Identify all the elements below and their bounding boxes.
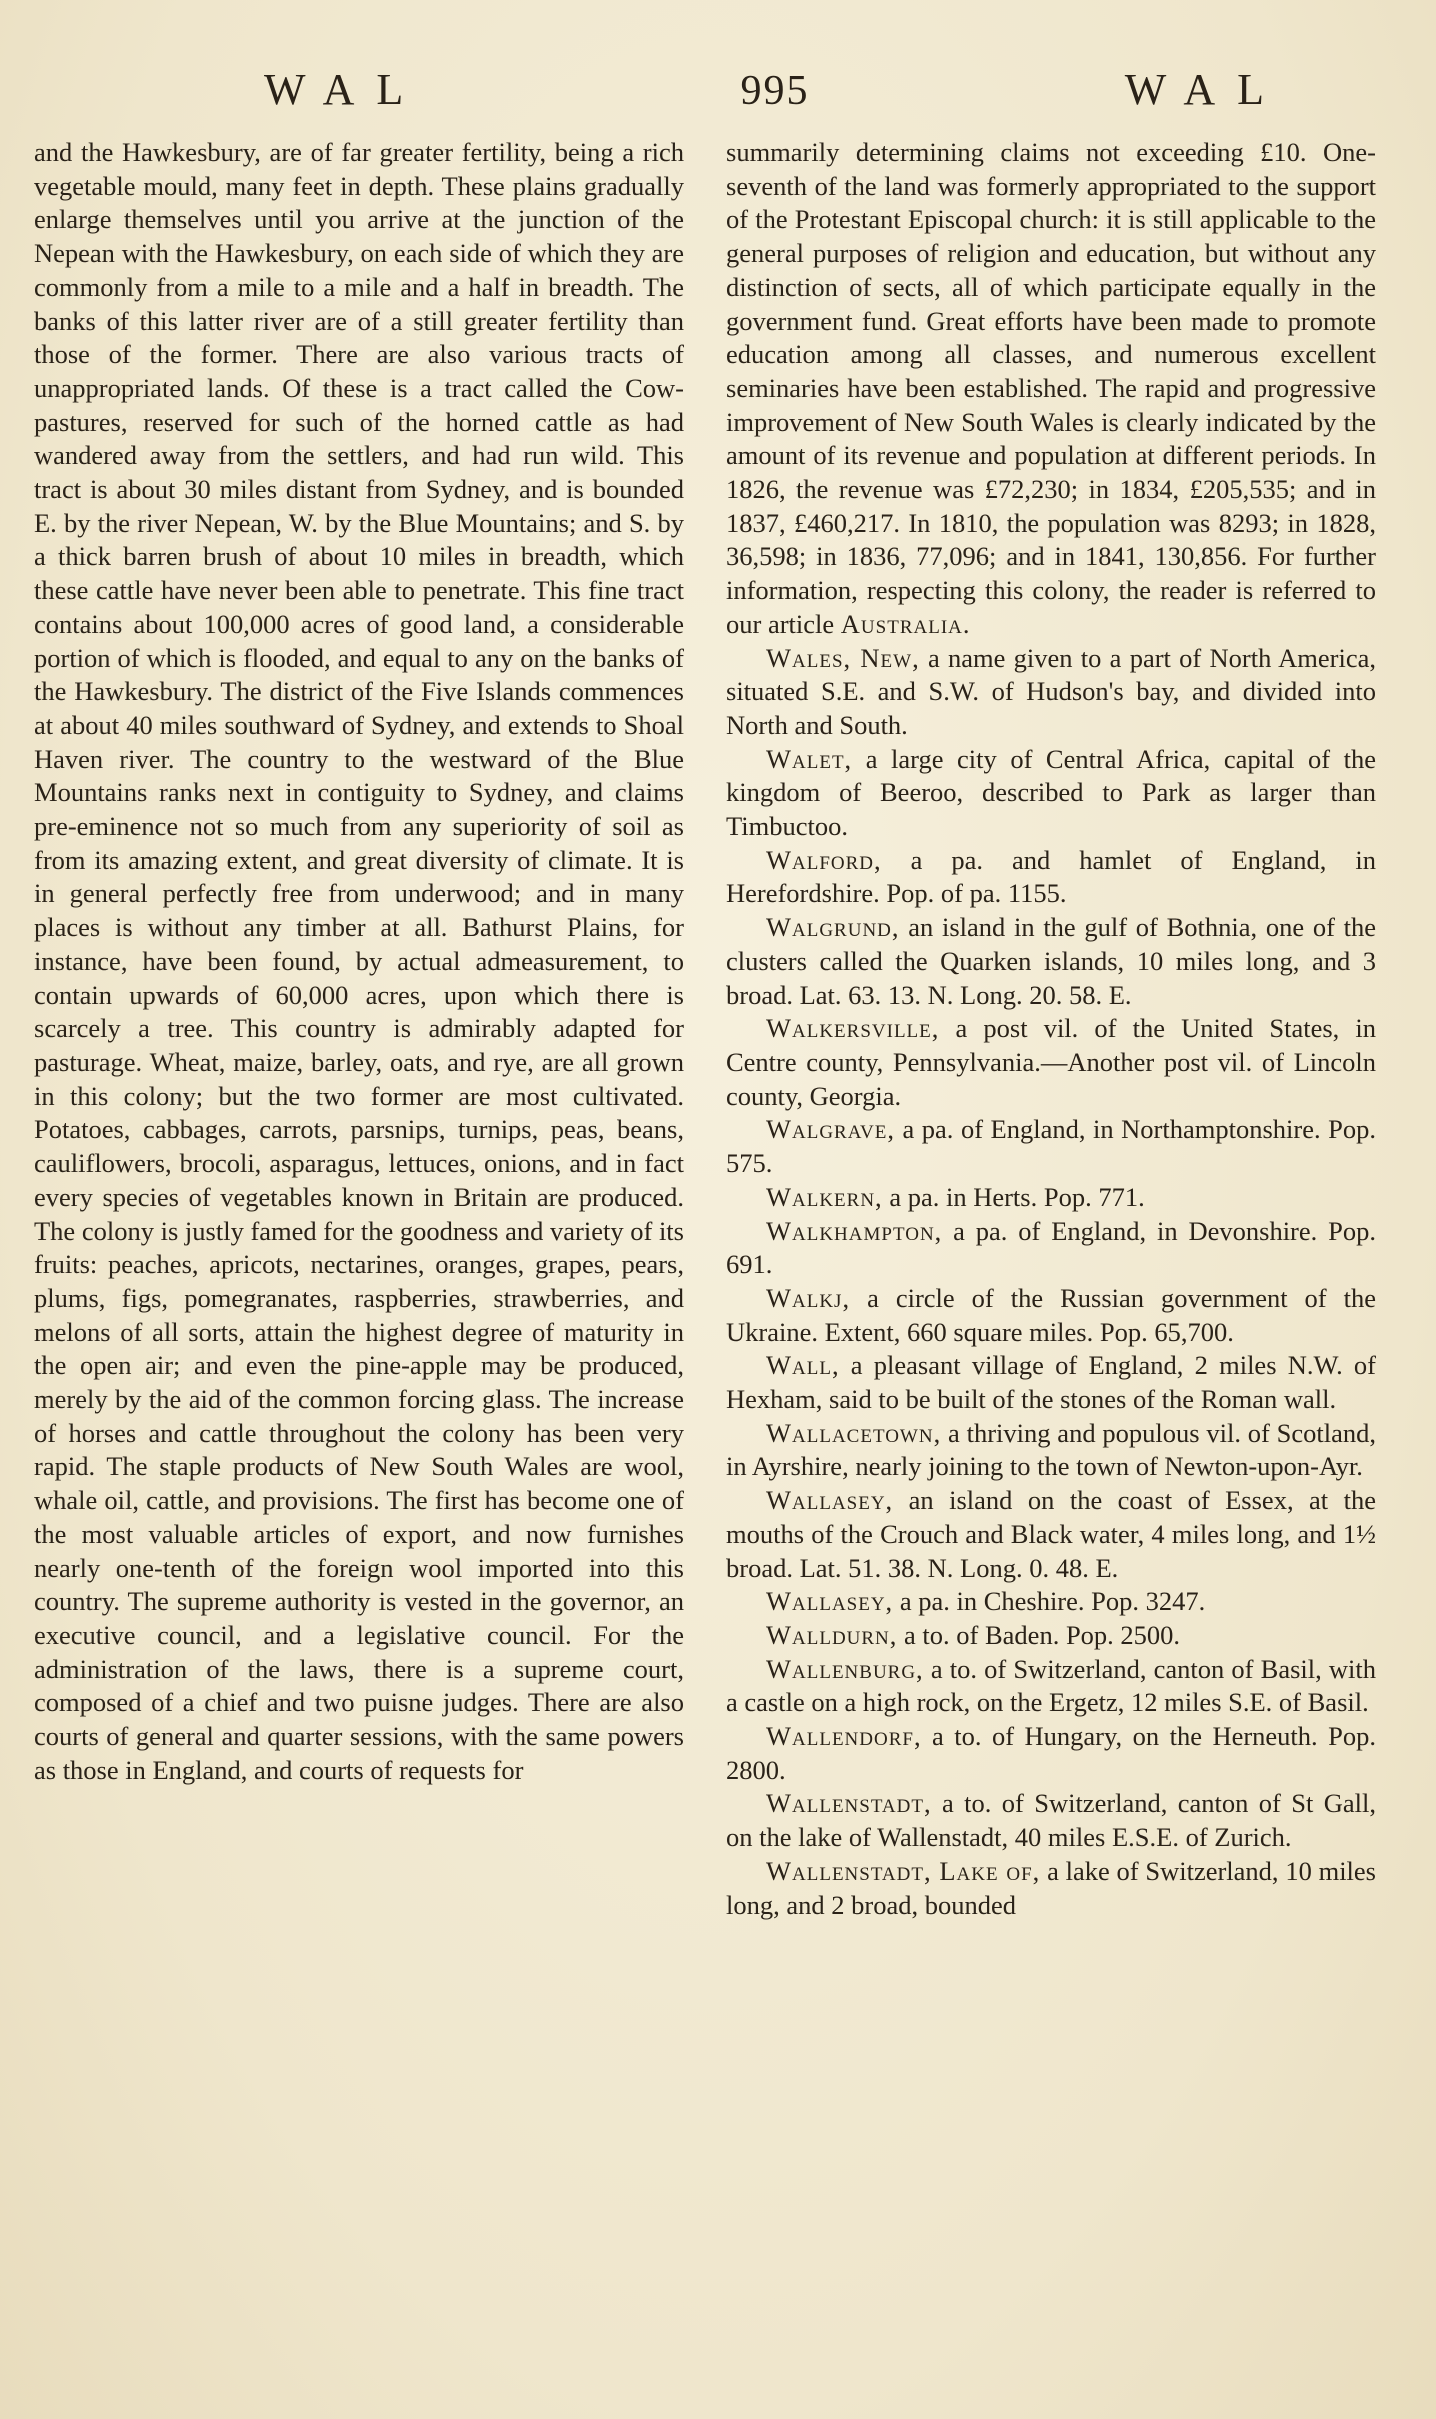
entry-text: a pa. in Cheshire. Pop. 3247. <box>893 1586 1206 1617</box>
entry-text: a pa. of England, in Northamptonshire. Pop. 575. <box>726 1114 1376 1179</box>
entry-text: a name given to a part of North America, situated S.E. and S.W. of Hudson's bay, and divided into North and South. <box>726 642 1376 740</box>
entry-text: a pleasant village of England, 2 miles N.W. of Hexham, said to be built of the stones of the Roman wall. <box>726 1350 1376 1415</box>
gazetteer-entry <box>726 1349 1376 1416</box>
entry-headword: Walkersville, <box>766 1013 940 1044</box>
gazetteer-entry <box>726 1215 1376 1282</box>
entry-headword: Walet, <box>766 743 853 774</box>
gazetteer-entry <box>726 642 1376 743</box>
gazetteer-entry <box>726 1787 1376 1854</box>
gazetteer-entry <box>726 1181 1376 1215</box>
header-right-word: WAL <box>1124 65 1286 114</box>
entry-text: a to. of Baden. Pop. 2500. <box>897 1619 1181 1650</box>
running-header <box>34 64 1376 122</box>
entry-headword: Walgrave, <box>766 1114 895 1145</box>
gazetteer-entry <box>726 743 1376 844</box>
gazetteer-entry <box>726 1855 1376 1922</box>
gazetteer-entry <box>726 1417 1376 1484</box>
gazetteer-entries <box>726 642 1376 1923</box>
left-column <box>34 136 684 1922</box>
entry-headword: Walkhampton, <box>766 1215 943 1246</box>
continuation-paragraph <box>726 136 1376 642</box>
entry-text: a pa. in Herts. Pop. 771. <box>882 1181 1145 1212</box>
entry-headword: Wallendorf, <box>766 1721 922 1752</box>
entry-headword: Wallasey, <box>766 1586 894 1617</box>
gazetteer-entry <box>726 1720 1376 1787</box>
entry-text: a lake of Switzerland, 10 miles long, and 2 broad, bounded <box>726 1855 1376 1920</box>
entry-headword: Wall, <box>766 1350 840 1381</box>
entry-text: a to. of Hungary, on the Herneuth. Pop. 2800. <box>726 1721 1376 1785</box>
entry-headword: Walgrund, <box>766 912 900 943</box>
entry-headword: Wallacetown, <box>766 1417 942 1448</box>
header-left-word: WAL <box>264 65 426 114</box>
entry-headword: Walldurn, <box>766 1619 898 1650</box>
continuation-text: summarily determining claims not exceeding £10. One-seventh of the land was formerly appropriated to the support of the Protestant Episcopal church: it is still applicable to the general purposes of religion and education, but without any distinction of sects, all of which participate equally in the government fund. Great efforts have been made to promote education among all classes, and numerous excellent seminaries have been established. The rapid and progressive improvement of New South Wales is clearly indicated by the amount of its revenue and population at different periods. In 1826, the revenue was £72,230; in 1834, £205,535; and in 1837, £460,217. In 1810, the population was 8293; in 1828, 36,598; in 1836, 77,096; and in 1841, 130,856. For further information, respecting this colony, the reader is referred to our article <box>726 137 1376 639</box>
entry-headword: Wallenstadt, <box>766 1788 932 1819</box>
entry-text: a circle of the Russian government of the Ukraine. Extent, 660 square miles. Pop. 65,700. <box>726 1282 1376 1347</box>
entry-headword: Walkern, <box>766 1181 883 1212</box>
entry-text: a to. of Switzerland, canton of St Gall, on the lake of Wallenstadt, 40 miles E.S.E. of Zurich. <box>726 1788 1376 1853</box>
entry-headword: Walford, <box>766 844 882 875</box>
entry-text: a to. of Switzerland, canton of Basil, with a castle on a high rock, on the Ergetz, 12 miles S.E. of Basil. <box>726 1653 1376 1718</box>
entry-text: a pa. of England, in Devonshire. Pop. 691. <box>726 1215 1376 1280</box>
entry-headword: Wallenburg, <box>766 1653 924 1684</box>
gazetteer-entry <box>726 1113 1376 1180</box>
text-columns <box>34 136 1376 1922</box>
gazetteer-entry <box>726 1282 1376 1349</box>
gazetteer-entry <box>726 1585 1376 1619</box>
gazetteer-entry <box>726 1619 1376 1653</box>
entry-headword: Wales, New, <box>766 642 920 673</box>
entry-text: an island in the gulf of Bothnia, one of the clusters called the Quarken islands, 10 miles long, and 3 broad. Lat. 63. 13. N. Long. 20. 58. E. <box>726 912 1376 1010</box>
entry-text: a large city of Central Africa, capital of the kingdom of Beeroo, described to Park as larger than Timbuctoo. <box>726 743 1376 842</box>
gazetteer-entry <box>726 844 1376 911</box>
gazetteer-entry <box>726 1653 1376 1720</box>
entry-text: a pa. and hamlet of England, in Herefordshire. Pop. of pa. 1155. <box>726 844 1376 909</box>
entry-text: an island on the coast of Essex, at the mouths of the Crouch and Black water, 4 miles long, and 1½ broad. Lat. 51. 38. N. Long. 0. 48. E. <box>726 1485 1376 1583</box>
entry-headword: Wallenstadt, Lake of, <box>766 1855 1041 1886</box>
gazetteer-entry <box>726 1012 1376 1113</box>
entry-text: a thriving and populous vil. of Scotland, in Ayrshire, nearly joining to the town of Newton-upon-Ayr. <box>726 1417 1376 1482</box>
gazetteer-entry <box>726 1484 1376 1585</box>
entry-headword: Walkj, <box>766 1282 851 1313</box>
gazetteer-entry <box>726 911 1376 1012</box>
page-number: 995 <box>740 68 810 114</box>
entry-text: a post vil. of the United States, in Centre county, Pennsylvania.—Another post vil. of Lincoln county, Georgia. <box>726 1013 1376 1111</box>
entry-headword: Wallasey, <box>766 1485 894 1516</box>
right-column <box>726 136 1376 1922</box>
cross-reference: Australia. <box>840 608 971 639</box>
left-column-text: and the Hawkesbury, are of far greater fertility, being a rich vegetable mould, many feet in depth. These plains gradually enlarge themselves until you arrive at the junction of the Nepean with the Hawkesbury, on each side of which they are commonly from a mile to a mile and a half in breadth. The banks of this latter river are of a still greater fertility than those of the former. There are also various tracts of unappropriated lands. Of these is a tract called the Cowpastures, reserved for such of the horned cattle as had wandered away from the settlers, and had run wild. This tract is about 30 miles distant from Sydney, and is bounded E. by the river Nepean, W. by the Blue Mountains; and S. by a thick barren brush of about 10 miles in breadth, which these cattle have never been able to penetrate. This fine tract contains about 100,000 acres of good land, a considerable portion of which is flooded, and equal to any on the banks of the Hawkesbury. The district of the Five Islands commences at about 40 miles southward of Sydney, and extends to Shoal Haven river. The country to the westward of the Blue Mountains ranks next in contiguity to Sydney, and claims pre-eminence not so much from any superiority of soil as from its amazing extent, and great diversity of climate. It is in general perfectly free from underwood; and in many places is without any timber at all. Bathurst Plains, for instance, have been found, by actual admeasurement, to contain upwards of 60,000 acres, upon which there is scarcely a tree. This country is admirably adapted for pasturage. Wheat, maize, barley, oats, and rye, are all grown in this colony; but the two former are most cultivated. Potatoes, cabbages, carrots, parsnips, turnips, peas, beans, cauliflowers, brocoli, asparagus, lettuces, onions, and in fact every species of vegetables known in Britain are produced. The colony is justly famed for the goodness and variety of its fruits: peaches, apricots, nectarines, oranges, grapes, pears, plums, figs, pomegranates, raspberries, strawberries, and melons of all sorts, attain the highest degree of maturity in the open air; and even the pine-apple may be produced, merely by the aid of the common forcing glass. The increase of horses and cattle throughout the colony has been very rapid. The staple products of New South Wales are wool, whale oil, cattle, and provisions. The first has become one of the most valuable articles of export, and now furnishes nearly one-tenth of the foreign wool imported into this country. The supreme authority is vested in the governor, an executive council, and a legislative council. For the administration of the laws, there is a supreme court, composed of a chief and two puisne judges. There are also courts of general and quarter sessions, with the same powers as those in England, and courts of requests for <box>34 137 684 1785</box>
